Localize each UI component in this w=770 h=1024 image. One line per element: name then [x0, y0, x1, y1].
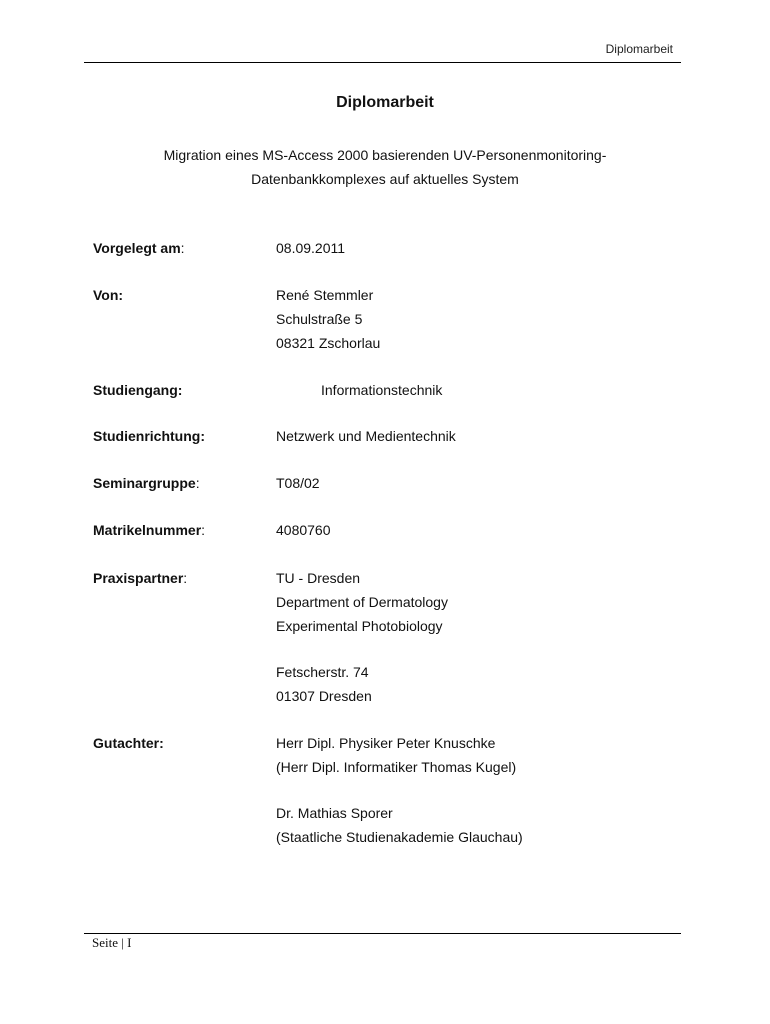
footer-divider — [84, 933, 681, 934]
label-gutachter: Gutachter: — [93, 735, 164, 751]
value-vorgelegt-am: 08.09.2011 — [276, 240, 346, 256]
label-seminargruppe: Seminargruppe: — [93, 475, 200, 491]
value-gutachter-2: Dr. Mathias Sporer — [276, 805, 393, 821]
value-gutachter-1: Herr Dipl. Physiker Peter Knuschke — [276, 735, 496, 751]
value-praxispartner-department: Department of Dermatology — [276, 594, 448, 610]
page-label: Seite — [92, 935, 118, 950]
label-praxispartner: Praxispartner: — [93, 570, 188, 586]
value-von-street: Schulstraße 5 — [276, 311, 363, 327]
value-gutachter-2-institution: (Staatliche Studienakademie Glauchau) — [276, 829, 523, 845]
header-divider — [84, 62, 681, 63]
document-title: Diplomarbeit — [336, 94, 434, 111]
value-gutachter-1-note: (Herr Dipl. Informatiker Thomas Kugel) — [276, 759, 517, 775]
value-studienrichtung: Netzwerk und Medientechnik — [276, 428, 456, 444]
subtitle-line-2: Datenbankkomplexes auf aktuelles System — [251, 171, 519, 187]
value-matrikelnummer: 4080760 — [276, 522, 331, 538]
value-von-city: 08321 Zschorlau — [276, 335, 381, 351]
value-von-name: René Stemmler — [276, 287, 374, 303]
label-vorgelegt-am: Vorgelegt am: — [93, 240, 185, 256]
page-footer — [92, 935, 131, 951]
value-praxispartner-group: Experimental Photobiology — [276, 618, 443, 634]
page-number: I — [127, 935, 132, 950]
label-studiengang: Studiengang: — [93, 382, 183, 398]
label-matrikelnummer: Matrikelnummer: — [93, 522, 206, 538]
running-header: Diplomarbeit — [605, 42, 673, 56]
value-studiengang: Informationstechnik — [321, 382, 443, 398]
page-separator: | — [121, 935, 124, 950]
value-praxispartner-org: TU - Dresden — [276, 570, 361, 586]
value-praxispartner-city: 01307 Dresden — [276, 688, 372, 704]
value-seminargruppe: T08/02 — [276, 475, 320, 491]
value-praxispartner-street: Fetscherstr. 74 — [276, 664, 369, 680]
label-studienrichtung: Studienrichtung: — [93, 428, 205, 444]
subtitle-line-1: Migration eines MS-Access 2000 basierenden UV-Personenmonitoring- — [163, 147, 607, 163]
label-von: Von: — [93, 287, 124, 303]
